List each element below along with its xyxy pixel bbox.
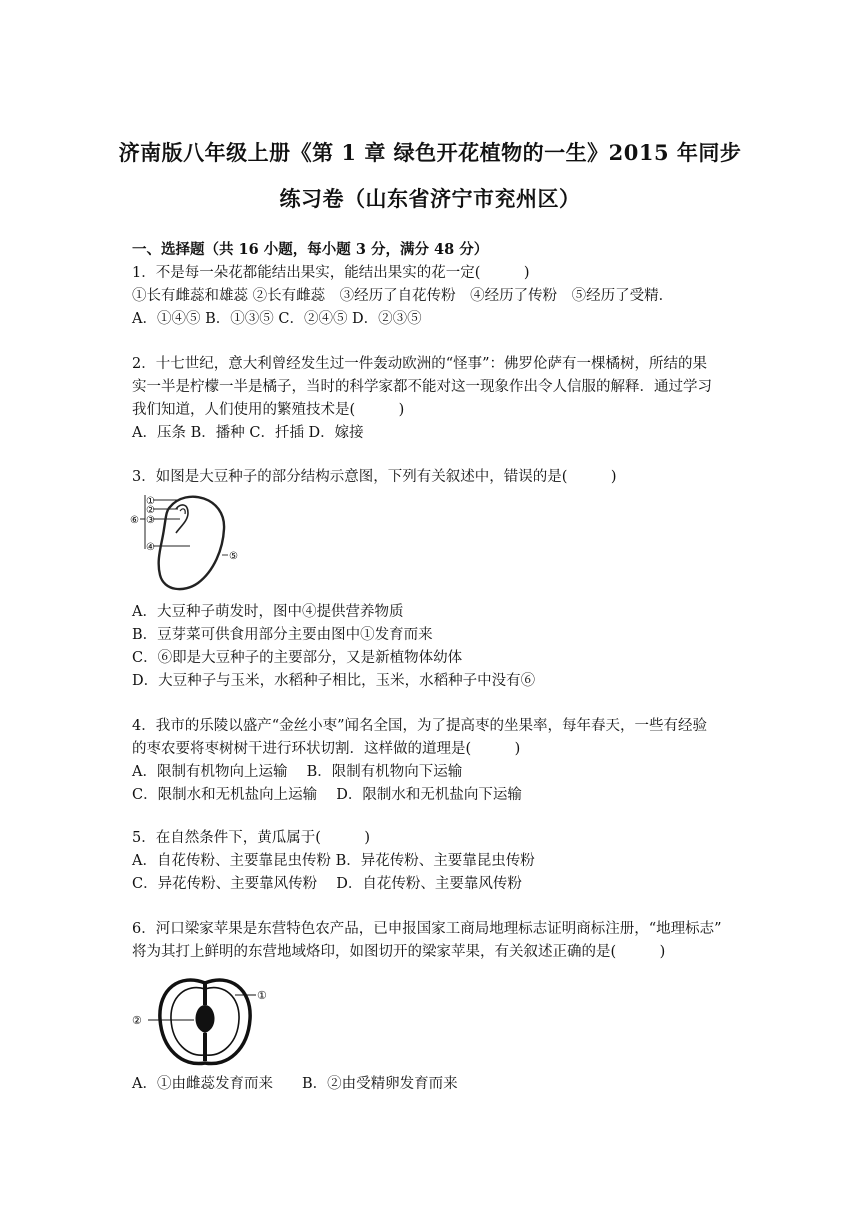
q2-options: A．压条 B．播种 C．扦插 D．嫁接 <box>132 425 364 441</box>
q1-statements: ①长有雌蕊和雄蕊 ②长有雌蕊 ③经历了自花传粉 ④经历了传粉 ⑤经历了受精． <box>132 288 674 304</box>
apple-calyx-channel <box>203 1033 207 1061</box>
apple-label-2: ② <box>132 1014 142 1027</box>
q2-stem-line-3: 我们知道，人们使用的繁殖技术是( ) <box>132 402 405 418</box>
seed-outline <box>159 497 224 589</box>
q1-stem: 1．不是每一朵花都能结出果实，能结出果实的花一定( ) <box>132 265 530 281</box>
q4-options-cd: C．限制水和无机盐向上运输 D．限制水和无机盐向下运输 <box>132 787 522 803</box>
q3-option-d: D．大豆种子与玉米，水稻种子相比，玉米，水稻种子中没有⑥ <box>132 673 536 689</box>
plumule-curve <box>180 509 185 514</box>
document-title-line-1: 济南版八年级上册《第 1 章 绿色开花植物的一生》2015 年同步 <box>118 140 742 165</box>
q5-options-cd: C．异花传粉、主要靠风传粉 D．自花传粉、主要靠风传粉 <box>132 876 522 892</box>
q3-stem: 3．如图是大豆种子的部分结构示意图，下列有关叙述中，错误的是( ) <box>132 469 617 485</box>
q4-stem-line-2: 的枣农要将枣树树干进行环状切割．这样做的道理是( ) <box>132 741 521 757</box>
q1-options: A．①④⑤ B．①③⑤ C．②④⑤ D．②③⑤ <box>132 311 422 327</box>
q3-option-c: C．⑥即是大豆种子的主要部分，又是新植物体幼体 <box>132 650 463 666</box>
q3-option-b: B．豆芽菜可供食用部分主要由图中①发育而来 <box>132 627 433 643</box>
apple-stalk-channel <box>203 981 207 1005</box>
seed-label-6: ⑥ <box>130 515 139 526</box>
seed-label-3: ③ <box>146 515 155 526</box>
seed-label-1: ① <box>146 496 155 507</box>
q6-stem-line-1: 6．河口梁家苹果是东营特色农产品，已申报国家工商局地理标志证明商标注册，“地理标志” <box>132 921 722 937</box>
apple-core <box>195 1005 214 1033</box>
q5-options-ab: A．自花传粉、主要靠昆虫传粉 B．异花传粉、主要靠昆虫传粉 <box>132 853 535 869</box>
q6-stem-line-2: 将为其打上鲜明的东营地域烙印，如图切开的梁家苹果，有关叙述正确的是( ) <box>132 944 666 960</box>
seed-label-4: ④ <box>146 542 155 553</box>
apple-label-1: ① <box>257 989 267 1002</box>
q2-stem-line-1: 2．十七世纪，意大利曾经发生过一件轰动欧洲的“怪事”：佛罗伦萨有一棵橘树，所结的果 <box>132 356 708 372</box>
q2-stem-line-2: 实一半是柠檬一半是橘子，当时的科学家都不能对这一现象作出令人信服的解释．通过学习 <box>132 379 712 395</box>
soybean-seed-diagram <box>128 489 248 599</box>
q6-options-ab: A．①由雌蕊发育而来 B．②由受精卵发育而来 <box>132 1076 458 1092</box>
q4-stem-line-1: 4．我市的乐陵以盛产“金丝小枣”闻名全国，为了提高枣的坐果率，每年春天，一些有经验 <box>132 718 708 734</box>
seed-label-5: ⑤ <box>229 551 238 562</box>
apple-cross-section-diagram <box>130 975 280 1070</box>
document-title-line-2: 练习卷（山东省济宁市兖州区） <box>279 186 581 211</box>
q3-option-a: A．大豆种子萌发时，图中④提供营养物质 <box>132 604 404 620</box>
q4-options-ab: A．限制有机物向上运输 B．限制有机物向下运输 <box>132 764 463 780</box>
seed-label-2: ② <box>146 505 155 516</box>
q5-stem: 5．在自然条件下，黄瓜属于( ) <box>132 830 371 846</box>
section-heading: 一、选择题（共 16 小题，每小题 3 分，满分 48 分） <box>132 241 489 258</box>
